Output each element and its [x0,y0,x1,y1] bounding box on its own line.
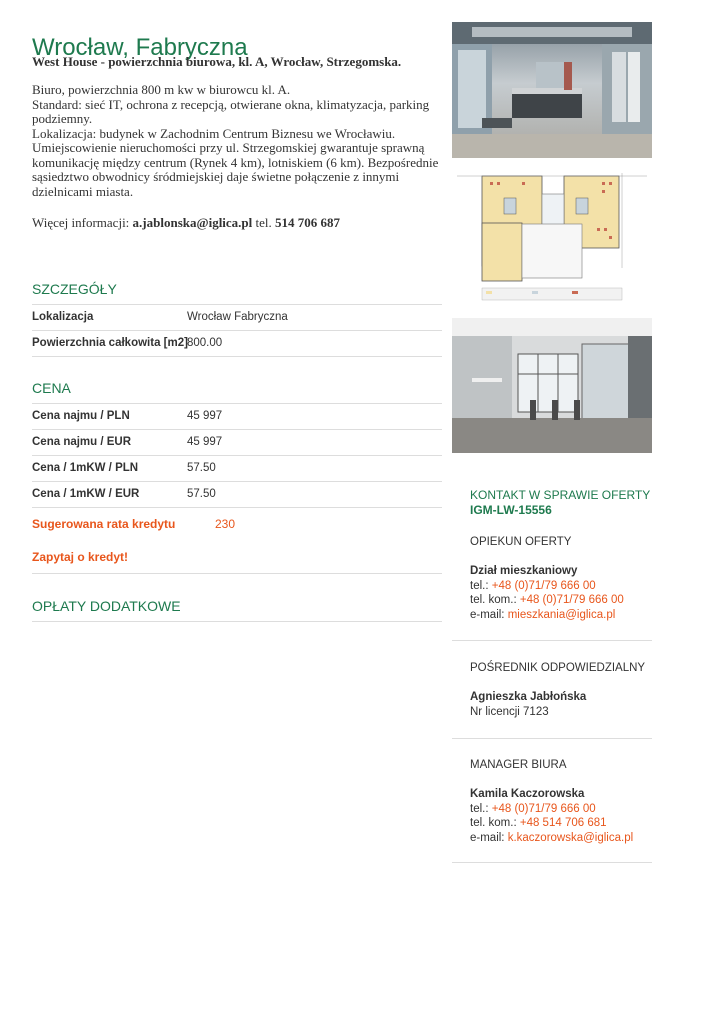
table-row [32,404,442,430]
offer-description [32,83,442,199]
more-info-tel-prefix: tel. [255,215,272,230]
row-value: 57.50 [187,488,216,500]
row-label: Cena najmu / EUR [32,436,132,448]
contact-heading: KONTAKT W SPRAWIE OFERTY [470,488,651,502]
more-info-prefix: Więcej informacji: [32,215,130,230]
entrance-photo[interactable] [452,318,652,453]
office-lobby-image [452,22,652,158]
row-value: 800.00 [187,337,223,349]
page-title: Wrocław, Fabryczna [32,34,248,62]
agent-name: Agnieszka Jabłońska [470,691,587,703]
fees-heading: OPŁATY DODATKOWE [32,598,181,614]
row-label: Cena / 1mKW / EUR [32,488,140,500]
keeper-email-link[interactable]: mieszkania@iglica.pl [507,608,616,621]
divider [452,862,652,863]
row-value: 45 997 [187,436,223,448]
table-row [32,305,442,331]
manager-block [470,787,660,845]
row-label: Cena / 1mKW / PLN [32,462,139,474]
credit-label: Sugerowana rata kredytu [32,517,176,531]
keeper-block [470,564,660,622]
table-row [32,456,442,482]
table-row [32,430,442,456]
keeper-mob-label: tel. kom.: [470,594,517,606]
divider [452,738,652,739]
divider [32,507,442,508]
row-value: 57.50 [187,462,216,474]
credit-value: 230 [215,517,236,531]
price-heading: CENA [32,380,71,396]
manager-tel-link[interactable]: +48 (0)71/79 666 00 [491,802,596,815]
manager-mob-link[interactable]: +48 514 706 681 [519,817,607,829]
description-line: Standard: sieć IT, ochrona z recepcją, otwierane okna, klimatyzacja, parking podziemny. [32,96,430,126]
divider [32,356,442,357]
row-value: Wrocław Fabryczna [187,311,288,323]
keeper-caption: OPIEKUN OFERTY [470,536,572,548]
offer-subtitle: West House - powierzchnia biurowa, kl. A, Wrocław, Strzegomska. [32,54,402,69]
table-row [32,482,442,508]
entrance-image [452,318,652,453]
floor-plan-image [452,168,652,308]
agent-block [470,690,660,719]
row-label: Cena najmu / PLN [32,410,130,422]
office-lobby-photo[interactable] [452,22,652,158]
keeper-tel-link[interactable]: +48 (0)71/79 666 00 [491,579,596,592]
details-heading: SZCZEGÓŁY [32,281,117,297]
offer-id: IGM-LW-15556 [470,503,552,517]
divider [32,621,442,622]
table-row [32,331,442,357]
agent-caption: POŚREDNIK ODPOWIEDZIALNY [470,662,646,674]
manager-mob-label: tel. kom.: [470,817,517,829]
row-label: Lokalizacja [32,311,94,323]
more-info-phone[interactable]: 514 706 687 [275,215,341,230]
manager-caption: MANAGER BIURA [470,759,567,771]
row-value: 45 997 [187,410,223,422]
keeper-name: Dział mieszkaniowy [470,565,578,577]
floor-plan-photo[interactable] [452,168,652,308]
agent-license: Nr licencji 7123 [470,705,549,718]
manager-email-link[interactable]: k.kaczorowska@iglica.pl [507,831,634,844]
more-info-email[interactable]: a.jablonska@iglica.pl [132,215,253,230]
description-line: Biuro, powierzchnia 800 m kw w biurowcu kl. A. [32,82,291,97]
keeper-tel-label: tel.: [470,579,489,592]
divider [32,573,442,574]
keeper-mob-link[interactable]: +48 (0)71/79 666 00 [519,594,624,606]
row-label: Powierzchnia całkowita [m2] [32,337,188,349]
manager-email-label: e-mail: [470,831,505,844]
more-info [32,215,442,231]
description-line: Lokalizacja: budynek w Zachodnim Centrum Biznesu we Wrocławiu. Umiejscowienie nieruchomości przy ul. Strzegomskiej gwarantuje sprawną komunikację między centrum (Rynek 4 km), lotniskiem (6 km). Bezpośrednie sąsiedztwo obwodnicy śródmiejskiej daje świetne połączenie z innymi dzielnicami miasta. [32,125,439,199]
ask-credit-link[interactable]: Zapytaj o kredyt! [32,550,129,564]
manager-name: Kamila Kaczorowska [470,788,585,800]
divider [452,640,652,641]
manager-tel-label: tel.: [470,802,489,815]
keeper-email-label: e-mail: [470,608,505,621]
